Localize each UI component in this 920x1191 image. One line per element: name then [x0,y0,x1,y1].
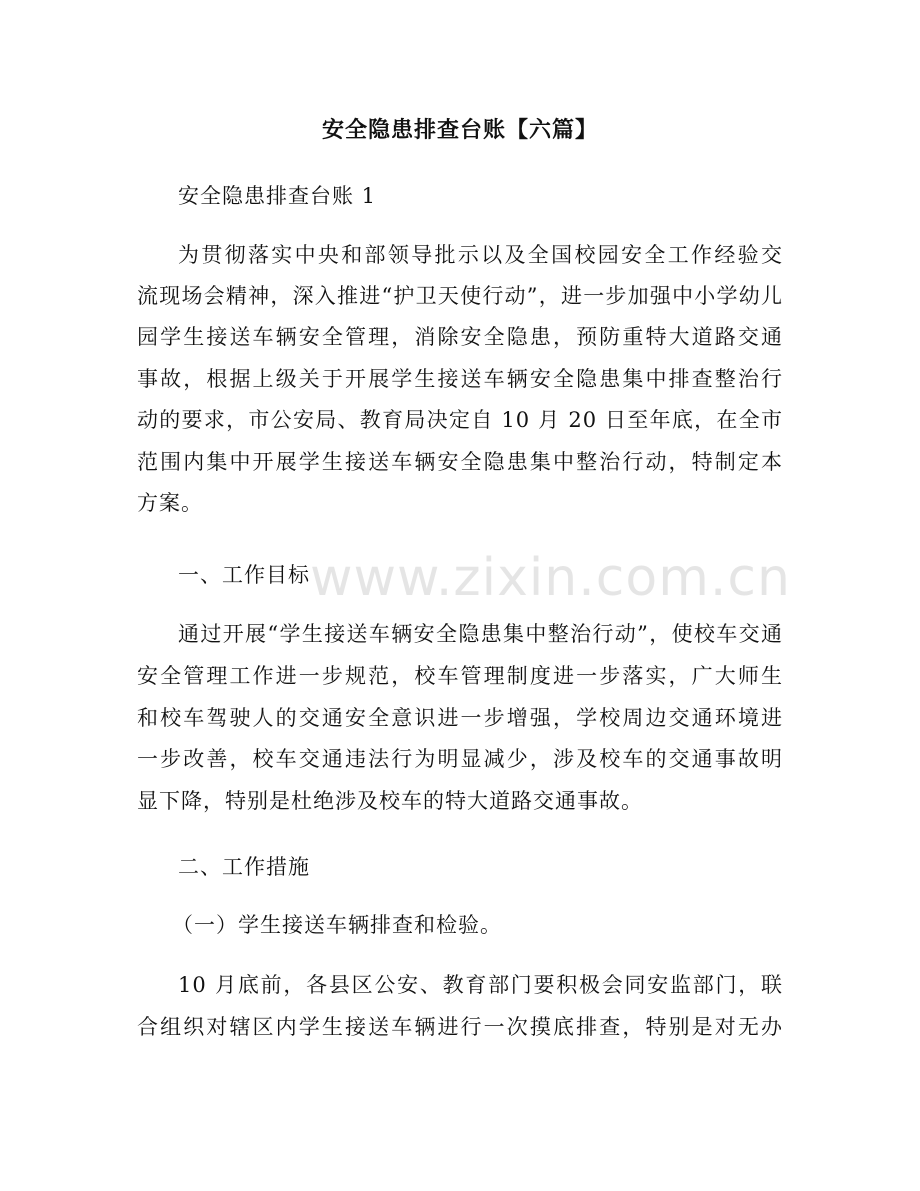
paragraph-line: 安全管理工作进一步规范，校车管理制度进一步落实，广大师生 [137,664,783,688]
paragraph-line: 动的要求，市公安局、教育局决定自 10 月 20 日至年底，在全市 [137,408,783,432]
paragraph-line: 合组织对辖区内学生接送车辆进行一次摸底排查，特别是对无办 [137,1015,783,1039]
watermark-text: www.zixin.com.cn [310,548,791,608]
subheading-vehicle-inspection: （一）学生接送车辆排查和检验。 [172,913,502,937]
paragraph-line: 10 月底前，各县区公安、教育部门要积极会同安监部门，联 [178,973,783,997]
paragraph-line: 事故，根据上级关于开展学生接送车辆安全隐患集中排查整治行 [137,367,783,391]
section-subtitle: 安全隐患排查台账 1 [178,184,377,208]
document-title: 安全隐患排查台账【六篇】 [321,118,598,143]
paragraph-line: 为贯彻落实中央和部领导批示以及全国校园安全工作经验交 [178,243,783,267]
paragraph-line: 范围内集中开展学生接送车辆安全隐患集中整治行动，特制定本 [137,450,783,474]
paragraph-line: 方案。 [137,491,203,515]
paragraph-line: 园学生接送车辆安全管理，消除安全隐患，预防重特大道路交通 [137,325,783,349]
paragraph-line: 流现场会精神，深入推进“护卫天使行动”，进一步加强中小学幼儿 [137,284,783,308]
paragraph-line: 显下降，特别是杜绝涉及校车的特大道路交通事故。 [137,789,643,813]
heading-work-goal: 一、工作目标 [178,563,310,587]
heading-work-measures: 二、工作措施 [178,855,310,879]
paragraph-line: 一步改善，校车交通违法行为明显减少，涉及校车的交通事故明 [137,747,783,771]
paragraph-line: 和校车驾驶人的交通安全意识进一步增强，学校周边交通环境进 [137,706,783,730]
paragraph-line: 通过开展“学生接送车辆安全隐患集中整治行动”，使校车交通 [178,622,783,646]
